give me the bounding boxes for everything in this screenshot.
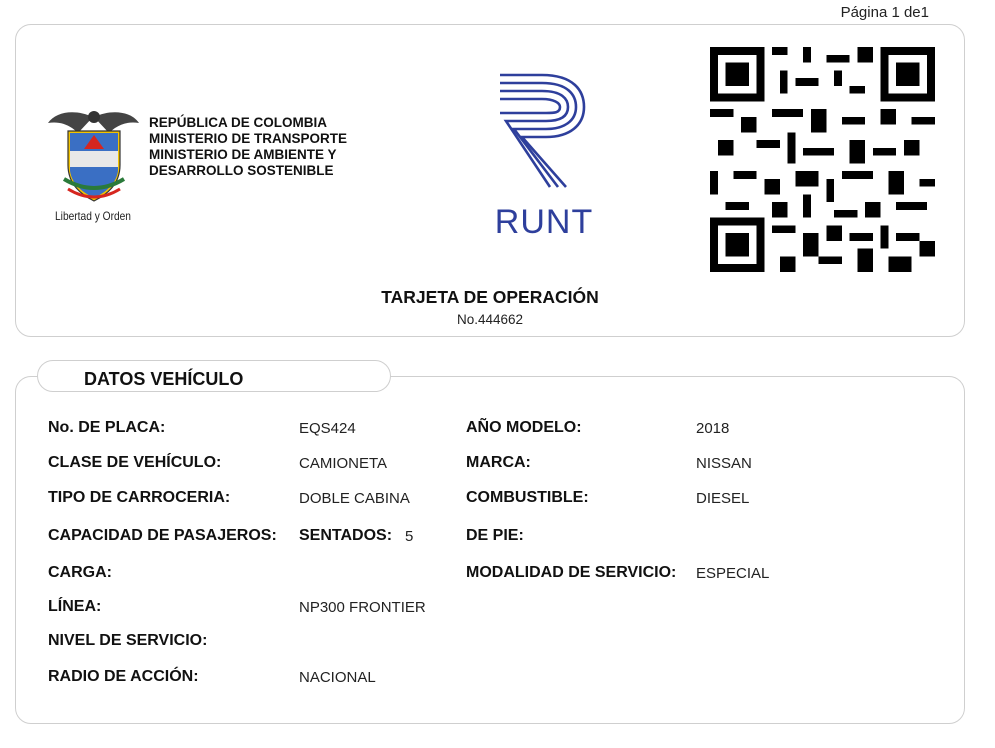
ministry-line: MINISTERIO DE TRANSPORTE	[149, 131, 348, 146]
model-year-label: AÑO MODELO:	[466, 419, 582, 436]
brand-value: NISSAN	[696, 455, 752, 472]
ministry-line: REPÚBLICA DE COLOMBIA	[149, 115, 327, 130]
service-mode-label: MODALIDAD DE SERVICIO:	[466, 564, 677, 581]
standing-label: DE PIE:	[466, 527, 524, 544]
ministry-line: MINISTERIO DE AMBIENTE Y	[149, 147, 337, 162]
motto-text: Libertad y Orden	[55, 209, 131, 223]
coat-of-arms-icon	[46, 105, 141, 205]
header-card	[15, 24, 965, 337]
body-label: TIPO DE CARROCERIA:	[48, 489, 231, 506]
document-number: No.444662	[456, 312, 524, 327]
body-value: DOBLE CABINA	[299, 490, 410, 507]
range-label: RADIO DE ACCIÓN:	[48, 668, 199, 685]
runt-logo-icon	[496, 69, 592, 189]
seated-label: SENTADOS:	[299, 527, 393, 544]
capacity-label: CAPACIDAD DE PASAJEROS:	[48, 527, 277, 544]
fuel-value: DIESEL	[696, 490, 750, 507]
plate-value: EQS424	[299, 420, 356, 437]
ministry-line: DESARROLLO SOSTENIBLE	[149, 163, 334, 178]
qr-code-icon	[710, 47, 935, 272]
ministry-lines	[149, 115, 347, 179]
service-mode-value: ESPECIAL	[696, 565, 770, 582]
plate-label: No. DE PLACA:	[48, 419, 166, 436]
class-label: CLASE DE VEHÍCULO:	[48, 454, 222, 471]
brand-label: MARCA:	[466, 454, 531, 471]
cargo-label: CARGA:	[48, 564, 112, 581]
service-level-label: NIVEL DE SERVICIO:	[48, 632, 208, 649]
line-value: NP300 FRONTIER	[299, 599, 426, 616]
runt-logo-text: RUNT	[494, 203, 594, 241]
line-label: LÍNEA:	[48, 598, 102, 615]
model-year-value: 2018	[696, 420, 730, 437]
class-value: CAMIONETA	[299, 455, 388, 472]
fuel-label: COMBUSTIBLE:	[466, 489, 589, 506]
document-title: TARJETA DE OPERACIÓN	[381, 287, 599, 307]
seated-value: 5	[405, 528, 414, 545]
section-title: DATOS VEHÍCULO	[84, 369, 244, 389]
page-number: Página 1 de1	[840, 4, 929, 21]
range-value: NACIONAL	[299, 669, 376, 686]
